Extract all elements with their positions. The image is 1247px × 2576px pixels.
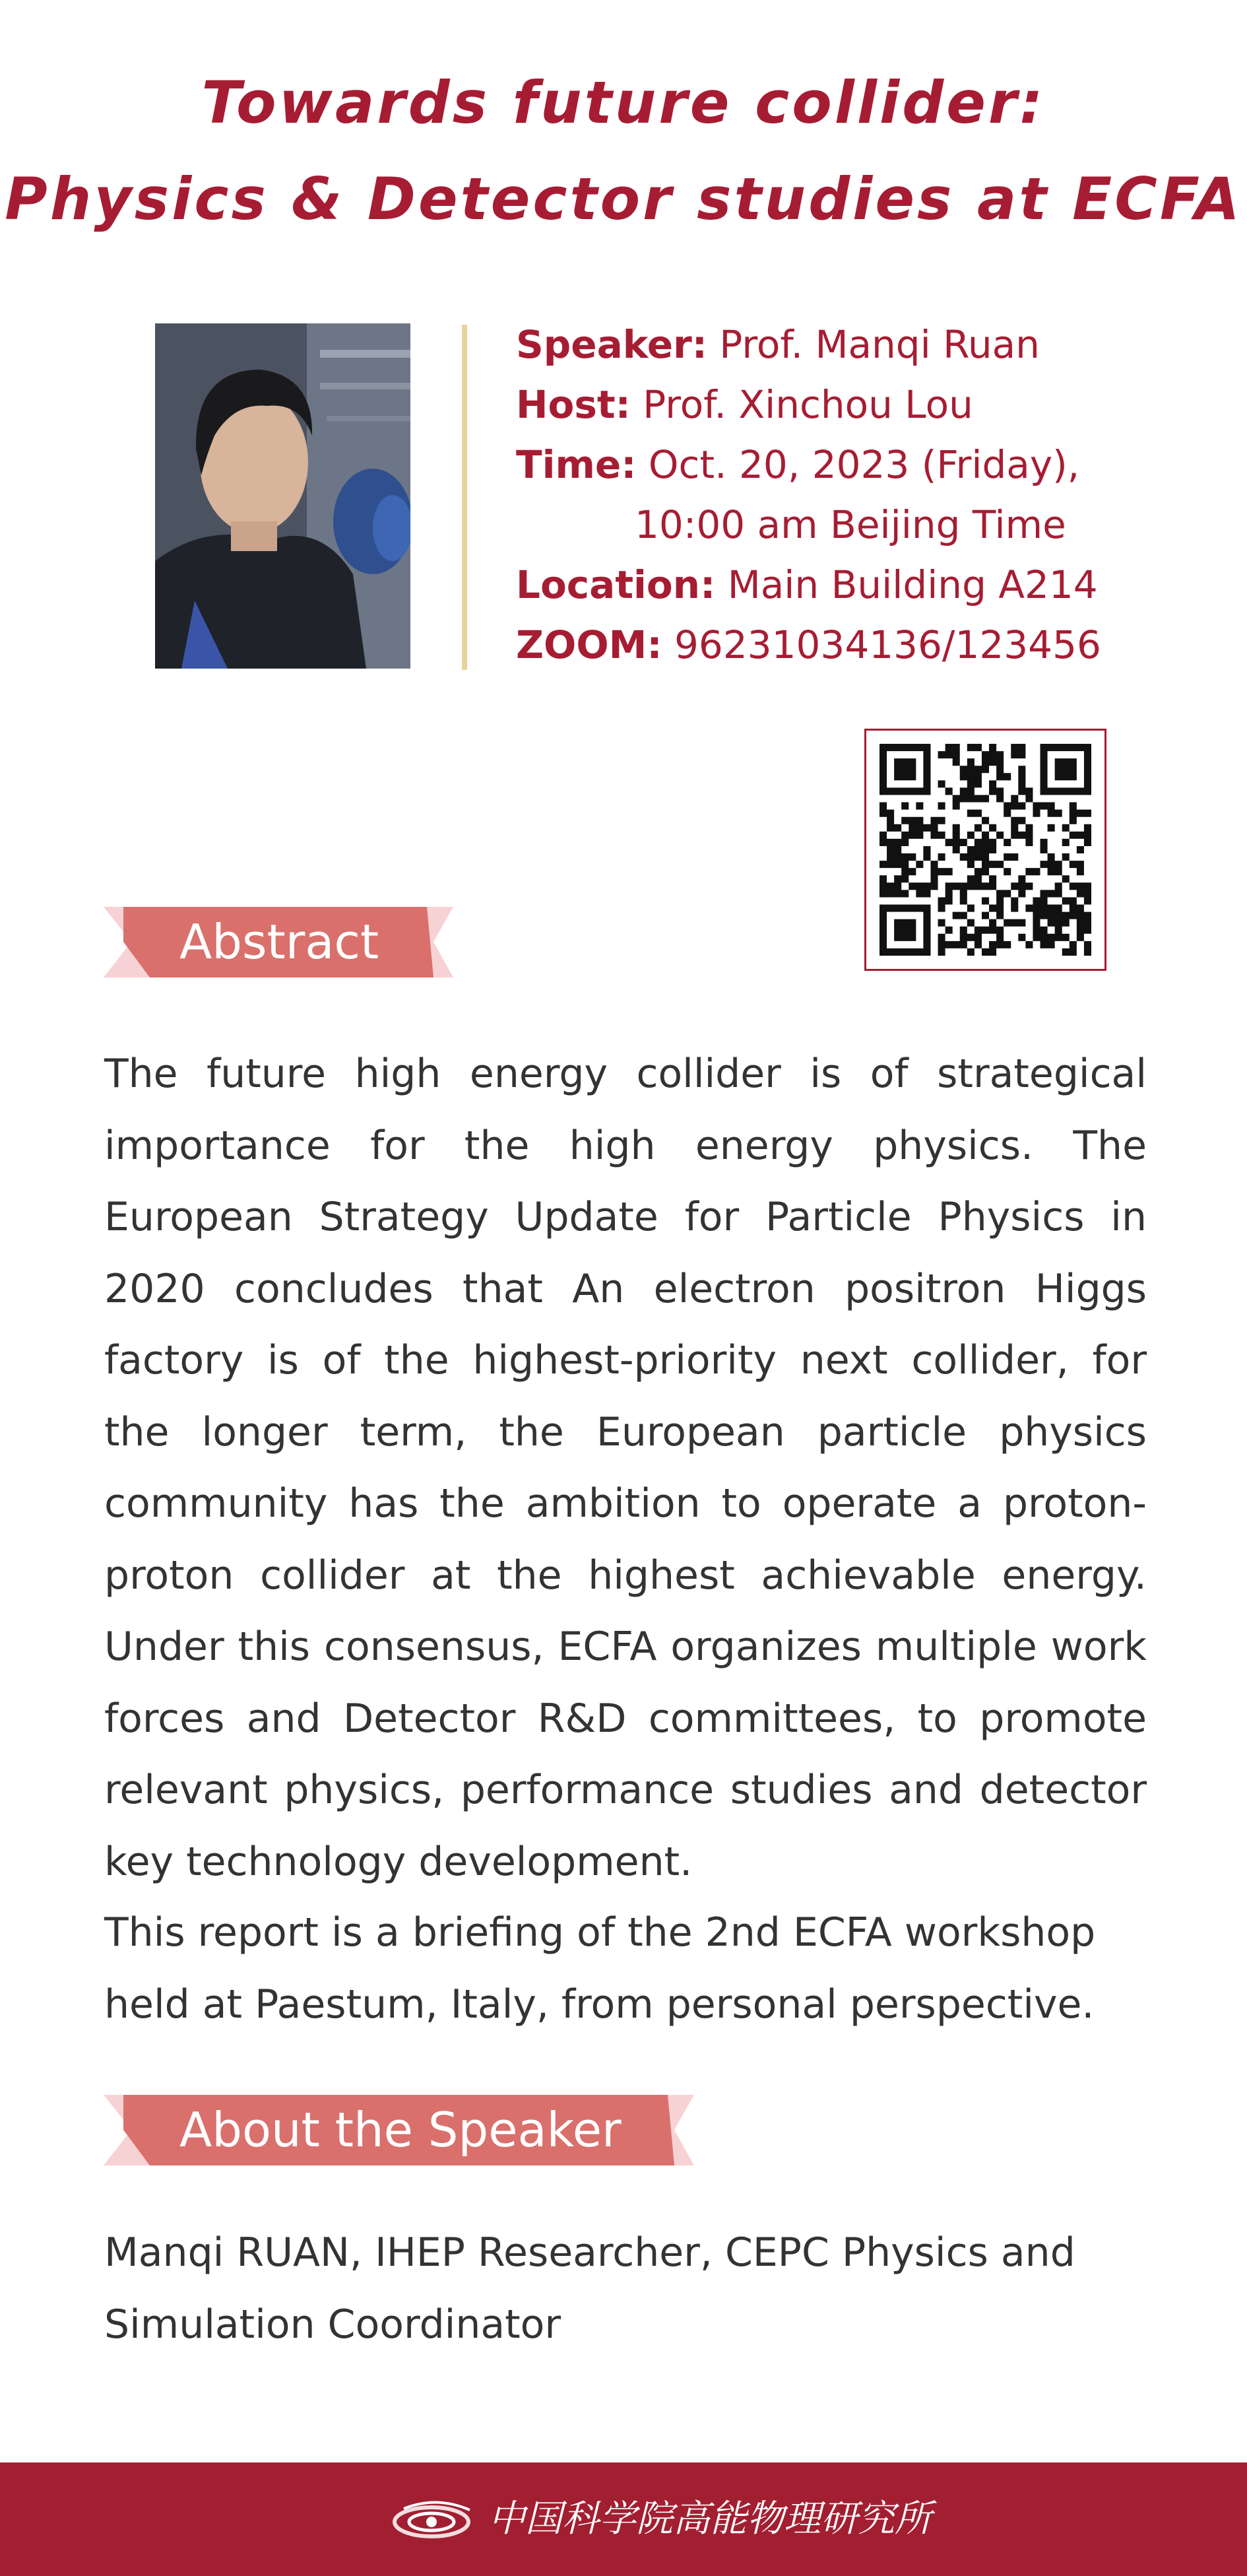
institute-name: 中国科学院高能物理研究所 [488, 2497, 932, 2540]
speaker-value: Prof. Manqi Ruan [719, 322, 1040, 367]
zoom-row [516, 622, 1101, 667]
location-row [516, 562, 1098, 607]
abstract-paragraph-2: This report is a briefing of the 2nd ECFA workshop held at Paestum, Italy, from personal perspective. [104, 1909, 1096, 2028]
about-speaker-heading: About the Speaker [179, 2102, 622, 2158]
ihep-logo-icon [391, 2495, 476, 2543]
time-value-line-1: Oct. 20, 2023 (Friday), [648, 442, 1080, 487]
qr-code-icon[interactable] [879, 744, 1091, 956]
poster-title-line-1: Towards future collider: [201, 69, 1046, 137]
time-row [516, 442, 1080, 487]
host-value: Prof. Xinchou Lou [643, 382, 973, 427]
info-divider [462, 325, 467, 670]
speaker-portrait-icon [155, 323, 410, 669]
location-label: Location: [516, 562, 716, 607]
zoom-label: ZOOM: [516, 622, 662, 667]
time-label: Time: [516, 442, 637, 487]
abstract-heading: Abstract [179, 914, 379, 970]
host-label: Host: [516, 382, 631, 427]
zoom-value: 96231034136/123456 [674, 622, 1101, 667]
abstract-banner [104, 907, 453, 977]
speaker-row [516, 322, 1040, 367]
speaker-photo [155, 323, 410, 669]
abstract-paragraph-1: The future high energy collider is of strategical importance for the high energy physics. The European Strategy Update for Particle Physics in 2020 concludes that An electron positron Higgs factory is of the highest-priority next collider, for the longer term, the European particle physics community has the ambition to operate a proton-proton collider at the highest achievable energy. Under this consensus, ECFA organizes multiple work forces and Detector R&D committees, to promote relevant physics, performance studies and detector key technology development. [104, 1051, 1147, 1885]
qr-code-frame[interactable] [864, 729, 1106, 971]
speaker-label: Speaker: [516, 322, 707, 367]
location-value: Main Building A214 [727, 562, 1098, 607]
speaker-bio: Manqi RUAN, IHEP Researcher, CEPC Physics and Simulation Coordinator [104, 2229, 1075, 2348]
about-speaker-banner [104, 2095, 694, 2165]
host-row [516, 382, 973, 427]
poster-title-line-2: Physics & Detector studies at ECFA [5, 165, 1242, 233]
time-value-line-2: 10:00 am Beijing Time [635, 502, 1066, 547]
footer-bar [0, 2462, 1247, 2576]
